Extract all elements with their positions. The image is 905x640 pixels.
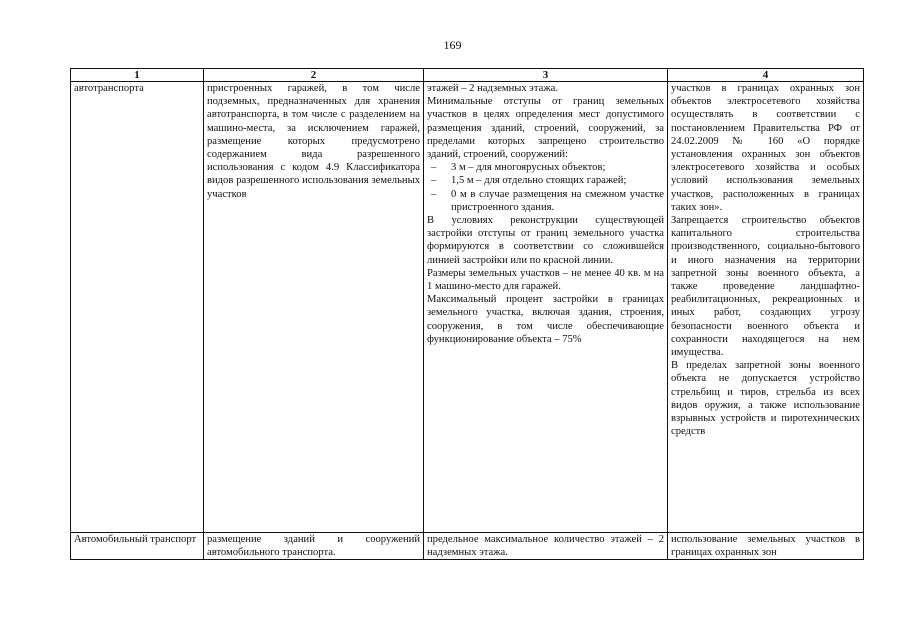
restrictions-paragraph: В пределах запретной зоны военного объекта не допускается устройство стрельбищ и тиров, стрельба из всех видов оружия, а также использование взрывных устройств и пиротехнических средств — [671, 360, 860, 438]
use-description-text: размещение зданий и сооружений автомобильного транспорта. — [207, 534, 420, 559]
table-row — [71, 533, 864, 560]
cell-use-name — [71, 82, 204, 533]
list-item: – 3 м – для многоярусных объектов; — [427, 161, 664, 174]
use-description-text: пристроенных гаражей, в том числе подземных, предназначенных для хранения автотранспорта, в том числе с разделением на машино-места, за исключением гаражей, размещение которых предусмотрено содержанием вида разрешенного использования с кодом 4.9 Классификатора видов разрешенного использования земельных участков — [207, 83, 420, 200]
use-name-text: автотранспорта — [74, 83, 144, 94]
column-header-3: 3 — [424, 69, 668, 82]
parameters-paragraph: Минимальные отступы от границ земельных участков в целях определения мест допустимого размещения зданий, строений, сооружений, за пределами которых запрещено строительство зданий, строений, сооружений: — [427, 96, 664, 161]
parameters-paragraph: Размеры земельных участков – не менее 40 кв. м на 1 машино-место для гаражей. — [427, 267, 664, 293]
list-item: – 1,5 м – для отдельно стоящих гаражей; — [427, 174, 664, 187]
restrictions-paragraph: Запрещается строительство объектов капитального строительства производственного, социально-бытового и иного назначения на территории запретной зоны военного объекта, а также проведение ландшафтно-реабилитационных, рекреационных и иных работ, создающих угрозу безопасности военного объекта и сохранности находящегося на нем имущества. — [671, 215, 860, 359]
restrictions-text: использование земельных участков в границах охранных зон — [671, 534, 860, 559]
setback-list — [427, 161, 664, 214]
table-header-row — [71, 69, 864, 82]
cell-use-name — [71, 533, 204, 560]
cell-parameters — [424, 82, 668, 533]
page-number: 169 — [443, 38, 462, 52]
column-header-2: 2 — [204, 69, 424, 82]
column-header-1: 1 — [71, 69, 204, 82]
list-item: – 0 м в случае размещения на смежном участке пристроенного здания. — [427, 188, 664, 214]
cell-use-description — [204, 533, 424, 560]
parameters-paragraph: В условиях реконструкции существующей застройки отступы от границ земельного участка формируются в соответствии со сложившейся линией застройки или по красной линии. — [427, 215, 664, 266]
cell-parameters — [424, 533, 668, 560]
cell-restrictions — [668, 82, 864, 533]
cell-restrictions — [668, 533, 864, 560]
parameters-text: предельное максимальное количество этажей – 2 надземных этажа. — [427, 534, 664, 559]
cell-use-description — [204, 82, 424, 533]
column-header-4: 4 — [668, 69, 864, 82]
restrictions-paragraph: участков в границах охранных зон объектов электросетевого хозяйства осуществлять в соответствии с постановлением Правительства РФ от 24.02.2009 № 160 «О порядке установления охранных зон объектов электросетевого хозяйства и особых условий использования земельных участков, расположенных в границах таких зон». — [671, 83, 860, 213]
parameters-paragraph: этажей – 2 надземных этажа. — [427, 83, 558, 94]
table-row — [71, 82, 864, 533]
parameters-paragraph: Максимальный процент застройки в границах земельного участка, включая здания, строения, сооружения, в том числе обеспечивающие функционирование объекта – 75% — [427, 294, 664, 345]
use-name-text: Автомобильный транспорт — [74, 534, 197, 545]
regulations-table — [70, 68, 864, 560]
